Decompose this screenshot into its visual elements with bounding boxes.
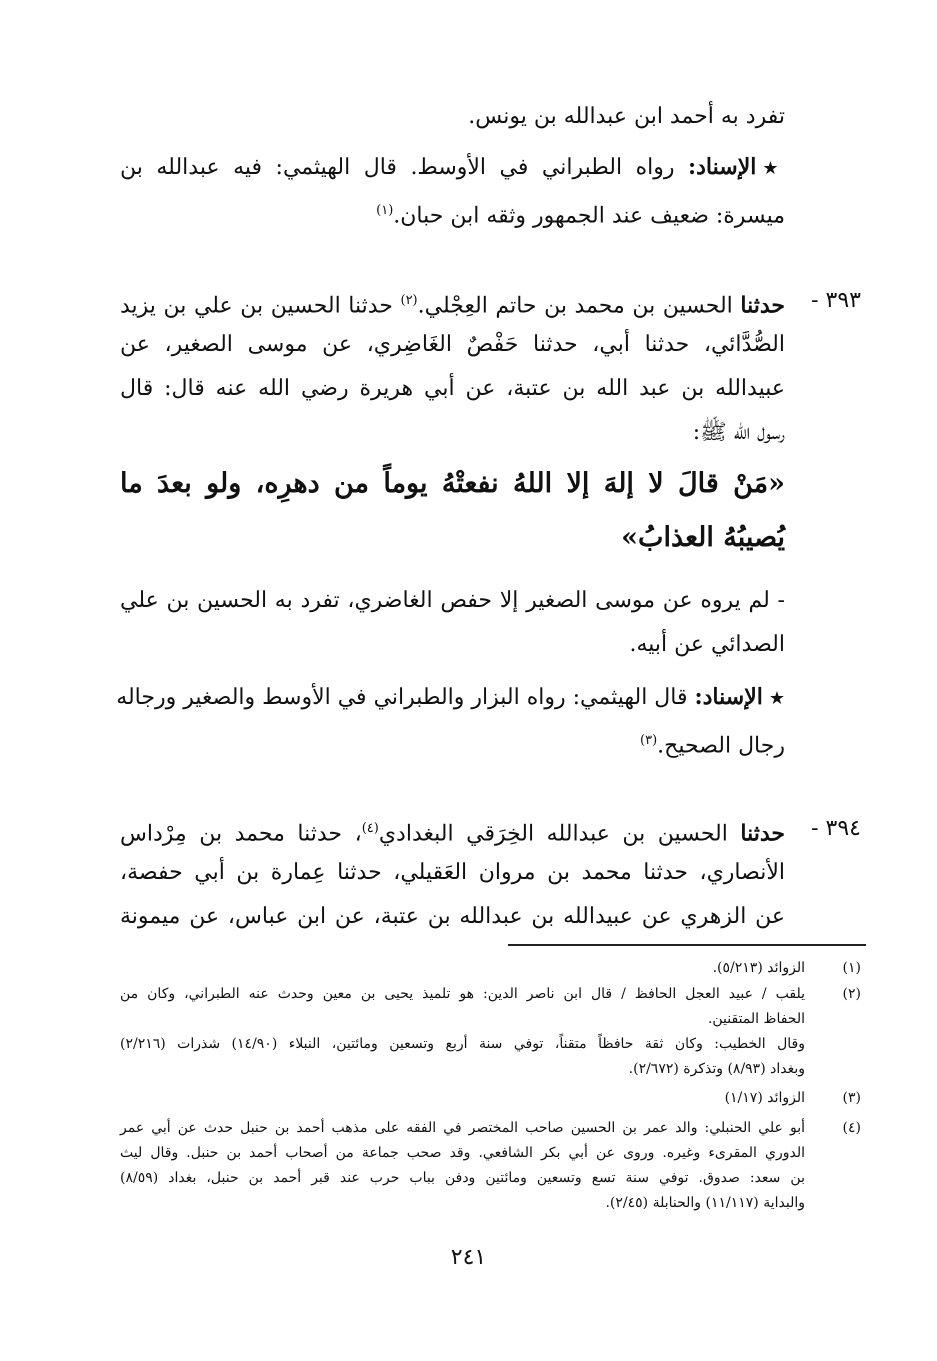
footnote-line: وقال الخطيب: وكان ثقة حافظاً متقناً، توفي سنة أربع وتسعين ومائتين، النبلاء (١٤/٩٠) شذرات (٢/٢١٦) xyxy=(120,1036,806,1052)
footnote-number: (٤) xyxy=(842,1120,861,1136)
chain-text: الحسين بن عبدالله الخِرَقي البغدادي xyxy=(378,821,741,847)
footnote-ref: (٢) xyxy=(400,293,418,308)
haddathana: حدثنا xyxy=(740,292,785,319)
footnote-number: (٢) xyxy=(842,986,861,1002)
footnote-ref: (٣) xyxy=(640,733,658,748)
footnote-number: (٣) xyxy=(842,1090,861,1106)
footnote-3 xyxy=(120,1086,861,1111)
chain-text: حدثنا الحسين بن علي بن يزيد xyxy=(120,293,401,319)
footnote-line: الدوري المقرىء وغيره. وروى عن أبي بكر الشافعي. وقد صحب جماعة من أصحاب أحمد بن حنبل. وقال ليث xyxy=(120,1145,805,1161)
hadith-number: ٣٩٤ - xyxy=(811,816,861,841)
note-line1: - لم يروه عن موسى الصغير إلا حفص الغاضري، تفرد به الحسين بن علي xyxy=(120,588,785,613)
footnote-4 xyxy=(120,1116,861,1216)
isnad-label: الإسناد: xyxy=(694,684,763,710)
isnad-text: رواه الطبراني في الأوسط. قال الهيثمي: فيه عبدالله بن xyxy=(120,155,688,180)
footnote-line: الزوائد (٥/٢١٣). xyxy=(712,960,805,976)
footnote-line: يلقب / عبيد العجل الحافظ / قال ابن ناصر الدين: هو تلميذ يحيى بن معين وحدث عنه الطبراني، وكان من xyxy=(120,986,805,1002)
entry-393-line2: الصُّدَّائي، حدثنا أبي، حدثنا حَفْصٌ الغَاضِري، عن موسى الصغير، عن xyxy=(120,332,785,357)
footnote-ref: (١) xyxy=(376,203,394,218)
footnote-line: والبداية (١١/١١٧) والحنابلة (٢/٤٥). xyxy=(605,1195,805,1211)
entry-394-line1 xyxy=(120,814,785,849)
footnote-line: الحفاظ المتقنين. xyxy=(707,1011,805,1027)
star-icon: ★ xyxy=(768,688,785,709)
note-line2: الصدائي عن أبيه. xyxy=(629,632,785,657)
footnote-1 xyxy=(120,956,861,981)
entry-393-line4: رسول الله ﷺ: xyxy=(692,420,785,445)
footnote-number: (١) xyxy=(842,960,861,976)
chain-text: الحسين بن محمد بن حاتم العِجْلي. xyxy=(417,293,741,319)
hadith-text-line1: «مَنْ قالَ لا إلهَ إلا اللهُ نفعتْهُ يوماً من دهرِه، ولو بعدَ ما xyxy=(120,468,785,499)
isnad-text: رجال الصحيح. xyxy=(657,733,785,759)
hadith-text-line2: يُصيبُهُ العذابُ» xyxy=(621,522,785,553)
isnad-1-line2 xyxy=(120,196,785,231)
isnad-1-line1 xyxy=(120,152,785,184)
chain-text: ، حدثنا محمد بن مِرْداس xyxy=(120,821,362,847)
entry-393-line1 xyxy=(120,286,785,321)
isnad-label: الإسناد: xyxy=(688,154,757,180)
page-number: ٢٤١ xyxy=(450,1245,487,1270)
isnad-text: ميسرة: ضعيف عند الجمهور وثقه ابن حبان. xyxy=(393,203,785,229)
continuation-line: تفرد به أحمد ابن عبدالله بن يونس. xyxy=(468,104,785,129)
footnote-line: الزوائد (١/١٧) xyxy=(724,1090,805,1106)
footnote-ref: (٤) xyxy=(361,821,379,836)
entry-393-line3: عبيدالله بن عبد الله بن عتبة، عن أبي هريرة رضي الله عنه قال: قال xyxy=(120,376,785,401)
footnote-line: بن سعد: صدوق. توفي سنة تسع وتسعين ومائتين ودفن بباب حرب عند قبر أحمد بن حنبل، بغداد (٨/٥٩) xyxy=(120,1170,805,1186)
star-icon: ★ xyxy=(762,158,786,179)
isnad-text: قال الهيثمي: رواه البزار والطبراني في الأوسط والصغير ورجاله xyxy=(116,685,695,710)
haddathana: حدثنا xyxy=(740,820,786,847)
entry-394-line2: الأنصاري، حدثنا محمد بن مروان العَقيلي، حدثنا عِمارة بن أبي حفصة، xyxy=(120,860,785,885)
footnote-line: وبغداد (٨/٩٣) وتذكرة (٢/٦٧٢). xyxy=(628,1061,805,1077)
isnad-393-line1 xyxy=(116,682,785,714)
isnad-393-line2 xyxy=(120,726,785,761)
footnote-divider xyxy=(508,944,866,946)
footnote-line: أبو علي الحنبلي: والد عمر بن الحسين صاحب المختصر في الفقه على مذهب أحمد بن حنبل حدث عن أبي عمر xyxy=(120,1120,805,1136)
footnote-2 xyxy=(120,982,861,1082)
hadith-number: ٣٩٣ - xyxy=(811,288,861,313)
entry-394-line3: عن الزهري عن عبيدالله بن عبدالله بن عتبة، عن ابن عباس، عن ميمونة xyxy=(120,904,785,929)
